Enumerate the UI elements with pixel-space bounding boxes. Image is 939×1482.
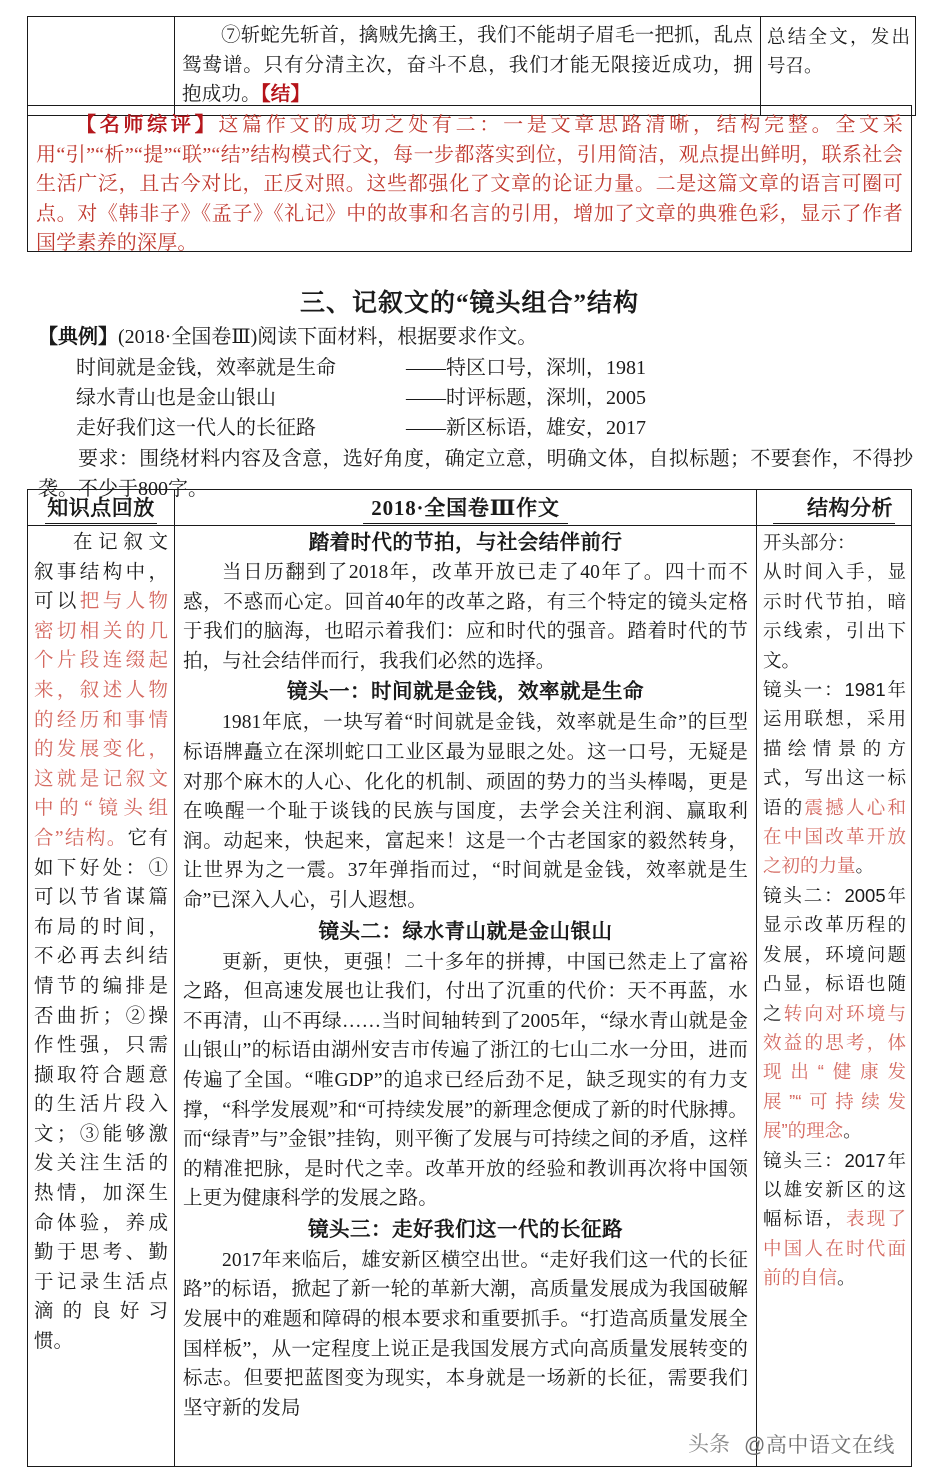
prompt-lead-text: (2018·全国卷Ⅲ)阅读下面材料，根据要求作文。: [118, 326, 538, 348]
commentary-body: 这篇作文的成功之处有二：一是文章思路清晰，结构完整。全文采用“引”“析”“提”“联”“结”结构模式行文，每一步都落实到位，引用简洁，观点提出鲜明，联系社会生活广泛，且古今对比，正反对照。这些都强化了文章的论证力量。二是这篇文章的语言可圈可点。对《韩非子》《孟子》《礼记》中的故事和名言的引用，增加了文章的典雅色彩，显示了作者国学素养的深厚。: [36, 114, 903, 254]
analysis-lens1-highlight: 震撼人心和在中国改革开放之初的力量: [763, 796, 906, 877]
table-header-row: [28, 490, 911, 526]
knowledge-part1: 在记叙文叙事结构中，可以: [34, 532, 168, 613]
analysis-opening-text: 从时间入手，显示时代节拍，暗示线索，引出下文。: [763, 561, 906, 671]
analysis-opening-label: 开头部分：: [763, 532, 856, 553]
header-structure-analysis: [757, 490, 911, 525]
prompt-quote-2-text: 绿水青山也是金山银山: [76, 387, 276, 409]
top-table-note-cell: [761, 17, 916, 116]
knowledge-highlight: 把与人物密切相关的几个片段连缀起来，叙述人物的经历和事情的发展变化，这就是记叙文中的“镜头组合”结构。: [34, 591, 168, 849]
prompt-quote-3-source: ——新区标语，雄安，2017: [406, 417, 646, 439]
table-content-row: [28, 526, 911, 1466]
top-table-blank-text: [28, 17, 174, 26]
prompt-quote-1: [76, 353, 913, 383]
header-knowledge-recap-label: 知识点回放: [45, 492, 157, 524]
essay-lens2-body: 更新，更快，更强！二十多年的拼搏，中国已然走上了富裕之路，但高速发展也让我们，付出了沉重的代价：天不再蓝，水不再清，山不再绿……当时间轴转到了2005年，“绿水青山就是金山银山”的标语由湖州安吉市传遍了浙江的七山二水一分田，进而传遍了全国。“唯GDP”的追求已经后劲不足，缺乏现实的有力支撑，“科学发展观”和“可持续发展”的新理念便成了新的时代脉搏。而“绿青”与”金银”挂钩，则平衡了发展与可持续之间的矛盾，这样的精准把脉，是时代之幸。改革开放的经验和教训再次将中国领上更为健康科学的发展之路。: [183, 951, 748, 1210]
essay-lens1-body: 1981年底，一块写着“时间就是金钱，效率就是生命”的巨型标语牌矗立在深圳蛇口工业区最为显眼之处。这一口号，无疑是对那个麻木的人心、化化的机制、顽固的势力的当头棒喝，更是在唤醒一个耻于谈钱的民族与国度，去学会关注利润、赢取利润。动起来，快起来，富起来！这是一个古老国家的毅然转身，让世界为之一震。37年弹指而过，“时间就是金钱，效率就是生命”已深入人心，引人遐想。: [183, 712, 748, 911]
header-essay-label: 2018·全国卷Ⅲ作文: [363, 492, 567, 524]
analysis-lens3-plain: 镜头三：2017年以雄安新区的这幅标语，: [763, 1149, 906, 1230]
top-table-note-text: 总结全文，发出号召。: [767, 26, 910, 76]
analysis-column: [757, 526, 911, 1466]
essay-lens3-title: 镜头三：走好我们这一代的长征路: [308, 1218, 623, 1241]
header-knowledge-recap: [28, 490, 174, 525]
prompt-tag: 【典例】: [38, 326, 118, 348]
essay-analysis-table: [27, 489, 912, 1467]
prompt-quote-2-source: ——时评标题，深圳，2005: [406, 387, 646, 409]
watermark-handle: @高中语文在线: [744, 1434, 895, 1457]
prompt-quote-2: [76, 383, 913, 413]
essay-lens2-title: 镜头二：绿水青山就是金山银山: [318, 920, 613, 943]
section-heading: 三、记叙文的“镜头组合”结构: [299, 290, 639, 317]
prompt-quote-3-text: 走好我们这一代人的长征路: [76, 417, 316, 439]
prompt-quote-3: [76, 413, 913, 443]
essay-lens3-body: 2017年来临后，雄安新区横空出世。“走好我们这一代的长征路”的标语，掀起了新一轮的革新大潮，高质量发展成为我国破解发展中的难题和障碍的根本要求和重要抓手。“打造高质量发展全国样板”，从一定程度上说正是我国发展方式向高质量发展转变的标志。但要把蓝图变为现实，本身就是一场新的长征，需要我们坚守新的发局: [183, 1249, 748, 1419]
essay-title: 踏着时代的节拍，与社会结伴前行: [308, 532, 623, 554]
table-row: [28, 17, 916, 116]
teacher-commentary-text: [28, 106, 911, 259]
analysis-lens3-tail: 。: [837, 1267, 856, 1289]
prompt-lead-line: [38, 322, 913, 352]
essay-continuation-table: [27, 16, 916, 116]
exam-prompt-block: [38, 322, 913, 504]
structure-marker-jie: 【结】: [260, 84, 311, 105]
top-table-blank-cell: [28, 17, 175, 116]
commentary-label: 【名师综评】: [76, 114, 219, 136]
header-structure-analysis-label: 结构分析: [773, 492, 895, 524]
analysis-lens2-tail: 。: [843, 1120, 862, 1142]
essay-content: [175, 526, 756, 1423]
teacher-commentary-box: [27, 105, 912, 252]
essay-column: [174, 526, 757, 1466]
analysis-lens1-plain: 镜头一：1981年运用联想，采用描绘情景的方式，写出这一标语的: [763, 679, 906, 818]
watermark-overlap-text: 头条: [688, 1433, 730, 1456]
prompt-quote-1-text: 时间就是金钱，效率就是生命: [76, 357, 336, 379]
knowledge-column: [28, 526, 174, 1466]
analysis-lens2-plain: 镜头二：2005年显示改革历程的发展，环境问题凸显，标语也随之: [763, 884, 906, 1024]
analysis-lens1-tail: 。: [855, 855, 875, 877]
prompt-quote-1-source: ——特区口号，深圳，1981: [406, 357, 646, 379]
header-essay: [174, 490, 757, 525]
essay-lens1-title: 镜头一：时间就是金钱，效率就是生命: [287, 681, 644, 704]
top-table-essay-cell: [175, 17, 761, 116]
knowledge-text: [28, 526, 174, 1357]
analysis-lens1: [763, 675, 906, 881]
analysis-lens2: [763, 881, 906, 1146]
knowledge-part2: 它有如下好处：①可以节省谋篇布局的时间，不必再去纠结情节的编排是否曲折；②操作性强，只需撷取符合题意的生活片段入文；③能够激发关注生活的热情，加深生命体验，养成勤于思考、勤于记录生活点滴的良好习惯。: [34, 827, 168, 1353]
analysis-lens3-highlight: 表现了中国人在时代面前的自信: [763, 1208, 906, 1289]
essay-paragraph-text: ⑦斩蛇先斩首，擒贼先擒王，我们不能胡子眉毛一把抓，乱点鸳鸯谱。只有分清主次，奋斗不息，我们才能无限接近成功，拥抱成功。: [182, 25, 753, 105]
analysis-opening: [763, 528, 906, 557]
prompt-requirement: 要求：围绕材料内容及含意，选好角度，确定立意，明确文体，自拟标题；不要套作，不得抄袭。不少于800字。: [38, 448, 913, 500]
essay-opening-paragraph: 当日历翻到了2018年，改革开放已走了40年了。四十而不惑，不惑而心定。回首40年的改革之路，有三个特定的镜头定格于我们的脑海，也昭示着我们：应和时代的强音。踏着时代的节拍，与社会结伴而行，我我们必然的选择。: [183, 562, 748, 672]
analysis-lens2-highlight: 转向对环境与效益的思考，体现出“健康发展”“可持续发展”的理念: [763, 1002, 906, 1142]
analysis-content: [757, 526, 911, 1293]
top-table-essay-paragraph: [175, 17, 760, 115]
analysis-lens3: [763, 1146, 906, 1293]
